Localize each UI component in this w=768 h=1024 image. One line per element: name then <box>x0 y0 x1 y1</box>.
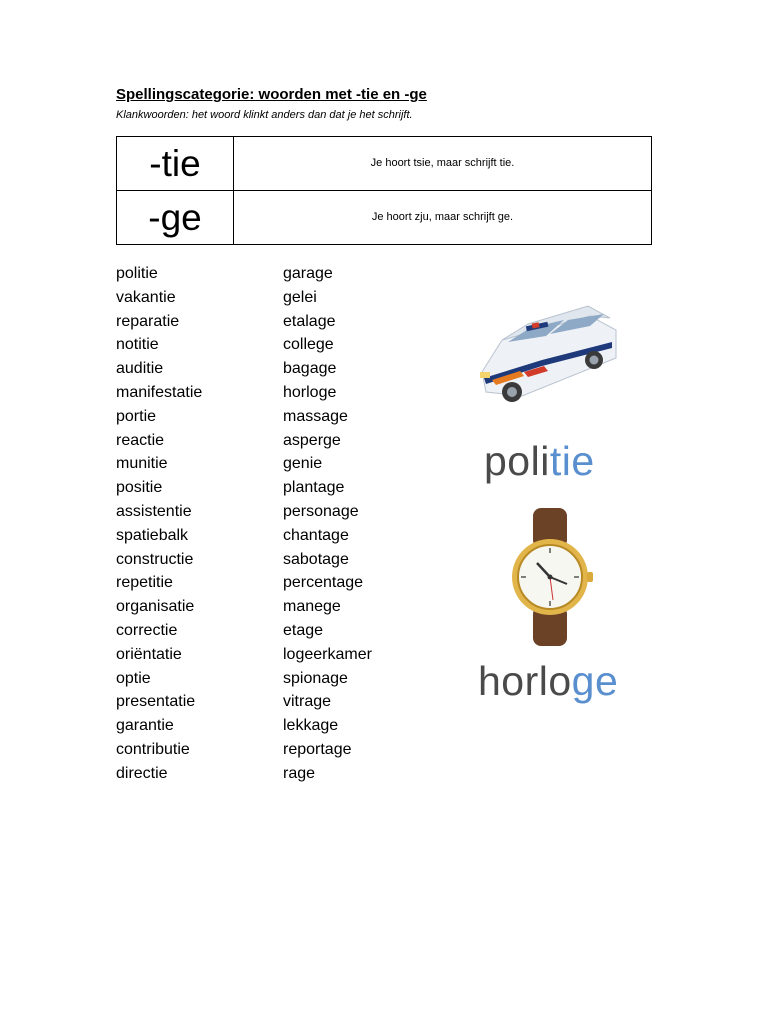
ge-word: gelei <box>283 288 317 306</box>
tie-word: directie <box>116 764 168 782</box>
rule-explanation: Je hoort tsie, maar schrijft tie. <box>234 137 652 191</box>
tie-word: garantie <box>116 717 174 735</box>
ge-word: reportage <box>283 740 352 758</box>
worksheet-title: Spellingscategorie: woorden met -tie en -ge <box>116 86 427 103</box>
tie-word: manifestatie <box>116 383 203 401</box>
tie-word: vakantie <box>116 288 176 306</box>
ge-word: spionage <box>283 669 348 687</box>
wristwatch-icon <box>505 508 595 646</box>
tie-word: optie <box>116 669 151 687</box>
tie-word: munitie <box>116 455 168 473</box>
ge-word: garage <box>283 265 333 282</box>
ge-word: rage <box>283 764 316 782</box>
ge-word-list <box>283 262 372 786</box>
ge-word: manege <box>283 598 341 616</box>
politie-picture-word <box>484 438 595 485</box>
word-stem: horlo <box>478 658 572 704</box>
rule-suffix: -tie <box>117 137 234 191</box>
rule-suffix: -ge <box>117 191 234 245</box>
tie-word: correctie <box>116 621 178 639</box>
tie-word: notitie <box>116 336 159 354</box>
tie-word: contributie <box>116 740 190 758</box>
tie-word: oriëntatie <box>116 645 182 663</box>
rule-explanation: Je hoort zju, maar schrijft ge. <box>234 191 652 245</box>
tie-word: assistentie <box>116 502 192 520</box>
horloge-picture-word <box>478 658 618 705</box>
ge-word: personage <box>283 502 359 520</box>
tie-word: organisatie <box>116 598 195 616</box>
tie-word: presentatie <box>116 693 196 711</box>
ge-word: chantage <box>283 526 349 544</box>
rules-table <box>116 136 652 245</box>
ge-word: college <box>283 336 334 354</box>
ge-word: logeerkamer <box>283 645 372 663</box>
ge-word: horloge <box>283 383 337 401</box>
tie-word: constructie <box>116 550 194 568</box>
rule-row <box>117 191 652 245</box>
ge-word: bagage <box>283 360 337 378</box>
word-ending: ge <box>571 658 619 704</box>
police-car-icon <box>472 300 622 412</box>
tie-word: auditie <box>116 360 164 378</box>
word-stem: poli <box>484 438 550 484</box>
rule-row <box>117 137 652 191</box>
tie-word: politie <box>116 265 158 282</box>
tie-word: reparatie <box>116 312 180 330</box>
tie-word: positie <box>116 479 163 497</box>
ge-word: lekkage <box>283 717 339 735</box>
ge-word: etalage <box>283 312 336 330</box>
ge-word: percentage <box>283 574 364 592</box>
ge-word: vitrage <box>283 693 332 711</box>
word-ending: tie <box>549 438 595 484</box>
ge-word: etage <box>283 621 324 639</box>
tie-word: repetitie <box>116 574 173 592</box>
ge-word: plantage <box>283 479 345 497</box>
ge-word: sabotage <box>283 550 349 568</box>
ge-word: massage <box>283 407 348 425</box>
ge-word: genie <box>283 455 323 473</box>
ge-word: asperge <box>283 431 341 449</box>
tie-word-list <box>116 262 202 786</box>
worksheet-subtitle: Klankwoorden: het woord klinkt anders dan dat je het schrijft. <box>116 109 413 121</box>
tie-word: spatiebalk <box>116 526 189 544</box>
tie-word: reactie <box>116 431 165 449</box>
tie-word: portie <box>116 407 157 425</box>
